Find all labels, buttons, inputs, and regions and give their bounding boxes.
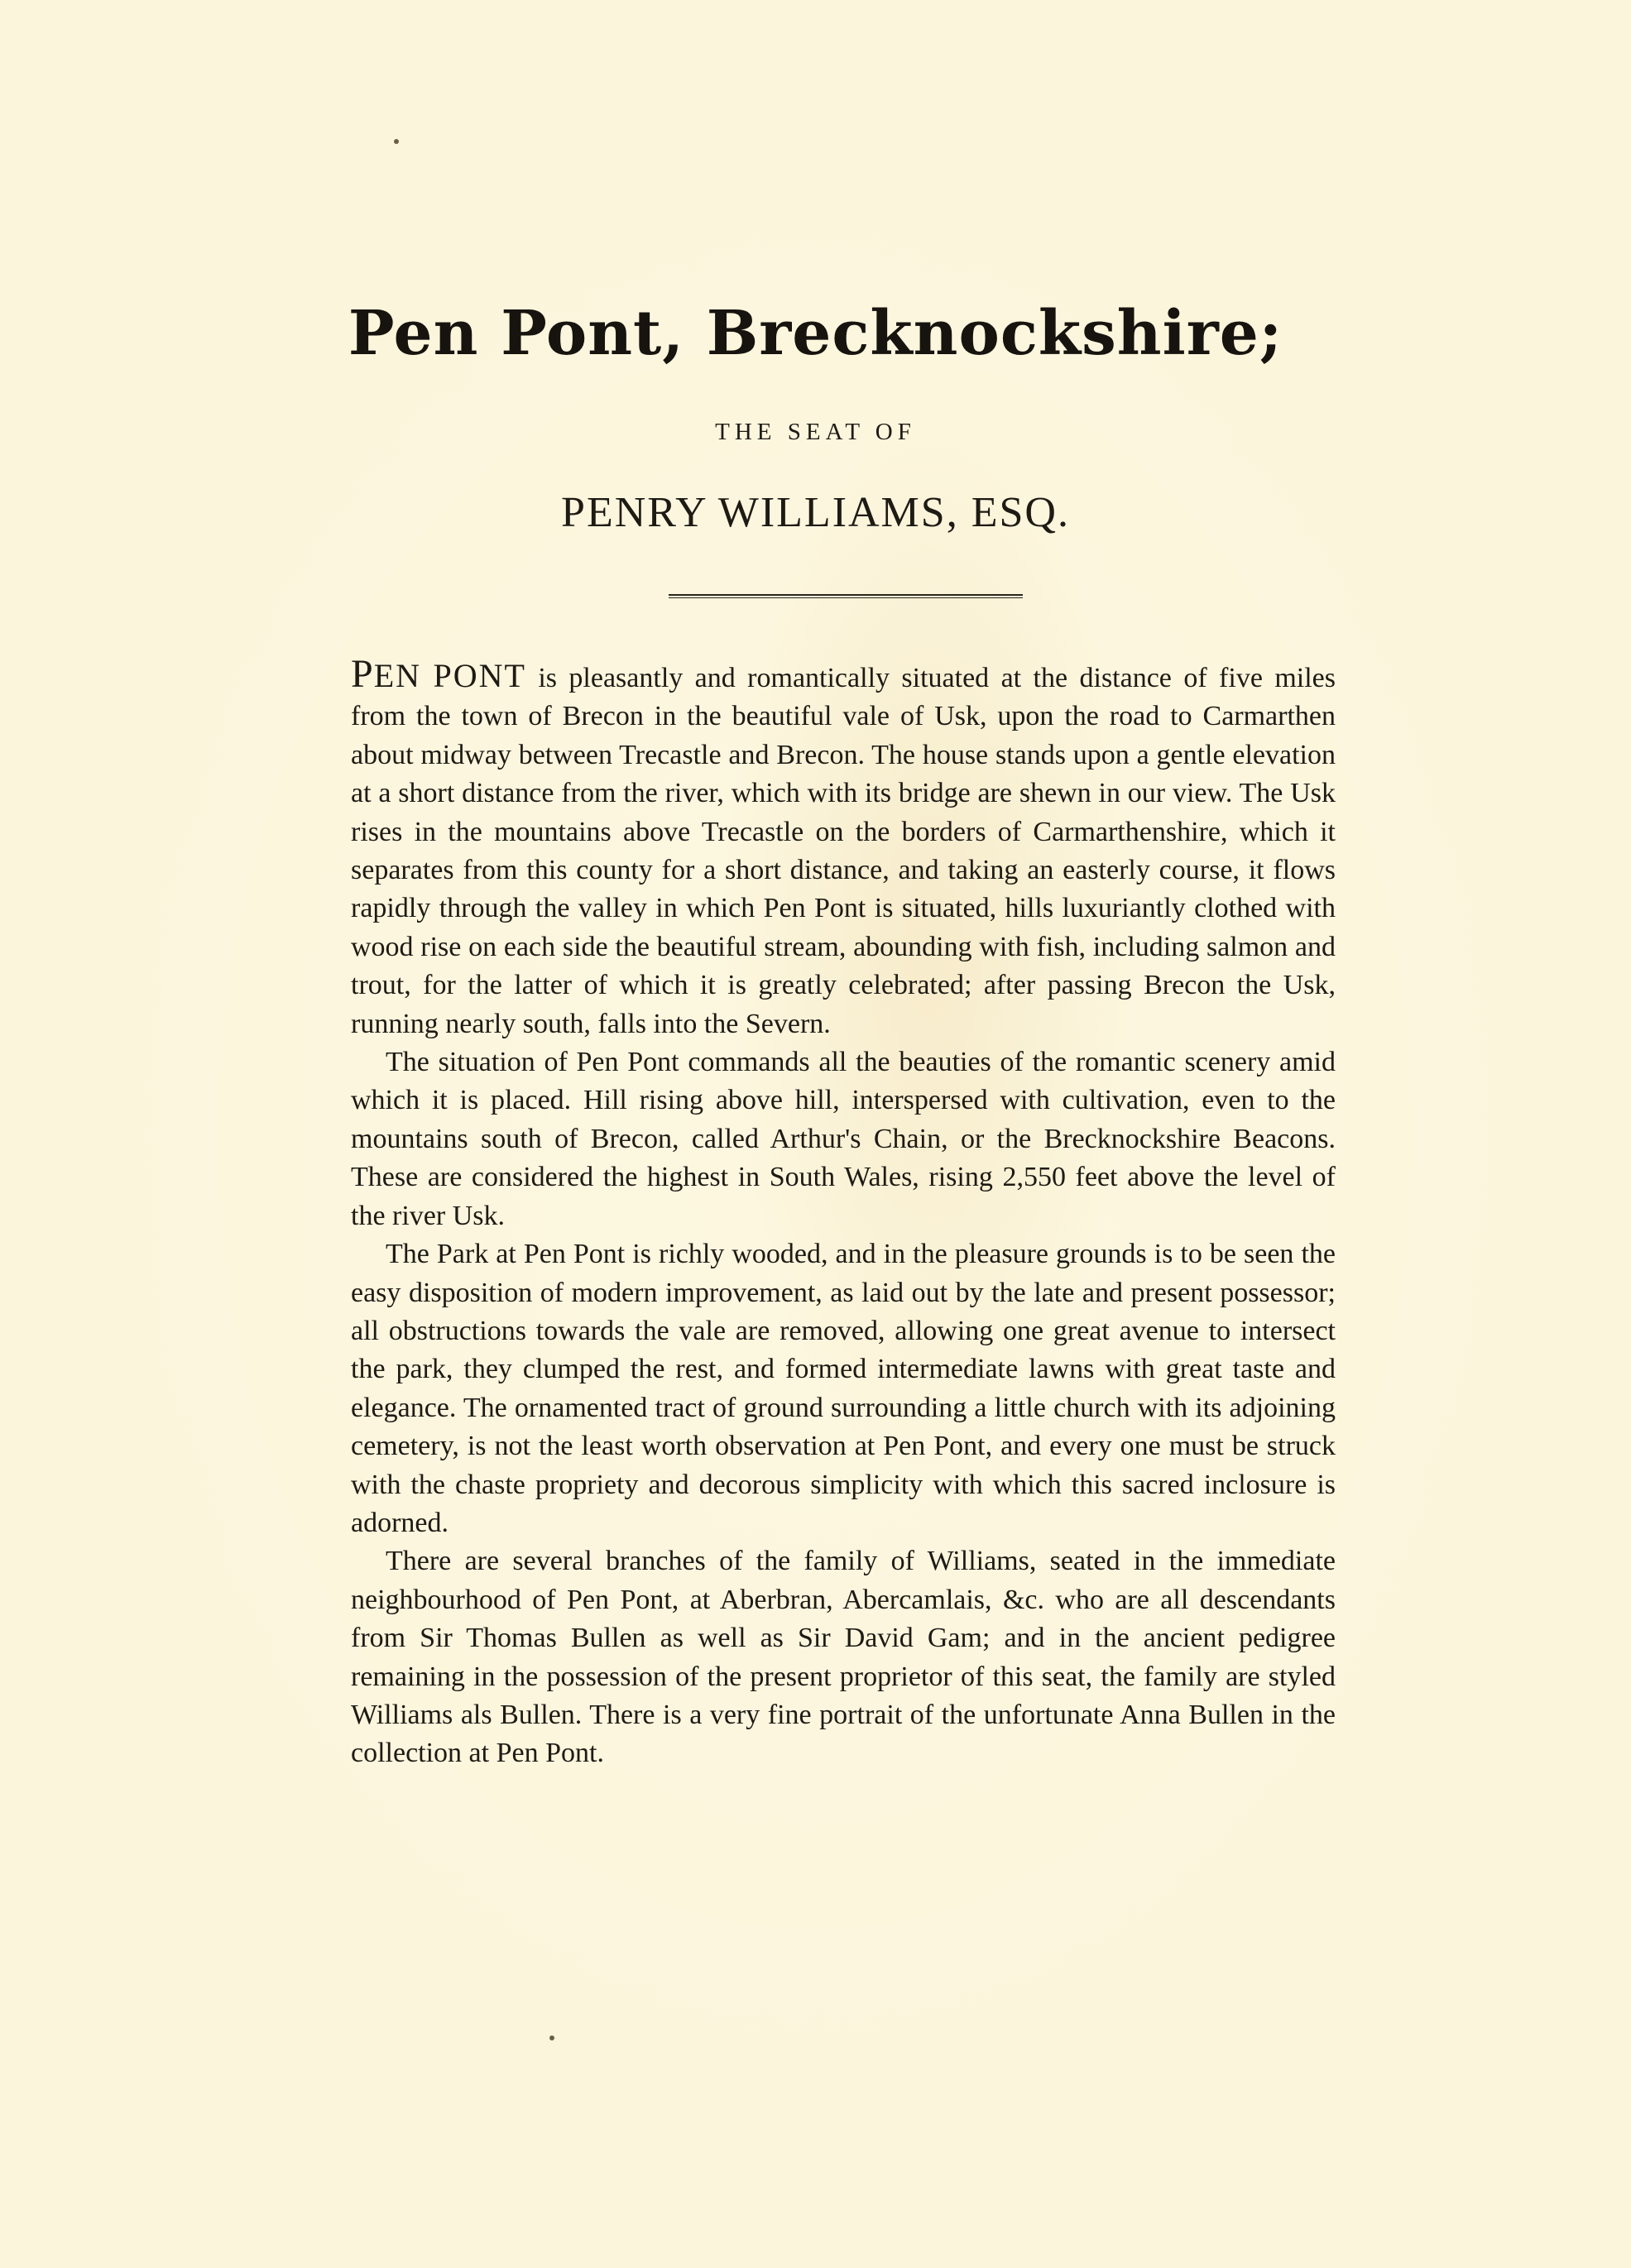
page-title: Pen Pont, Brecknockshire; <box>348 298 1283 369</box>
subtitle: THE SEAT OF <box>715 419 916 445</box>
paragraph-1 <box>351 652 1336 1043</box>
paragraph-4: There are several branches of the family of Williams, seated in the immediate neighbourhood of Pen Pont, at Aberbran, Abercamlais, &c. who are all descendants from Sir Thomas Bullen as well as Sir David Gam; and in the ancient pedigree remaining in the possession of the present proprietor of this seat, the family are styled Williams als Bullen. There is a very fine portrait of the unfortunate Anna Bullen in the collection at Pen Pont. <box>351 1546 1336 1769</box>
body-text <box>351 652 1336 1773</box>
owner-name: PENRY WILLIAMS, ESQ. <box>561 489 1070 536</box>
paragraph-2: The situation of Pen Pont commands all the beauties of the romantic scenery amid which it is placed. Hill rising above hill, interspersed with cultivation, even to the mountains south of Brecon, called Arthur's Chain, or the Brecknockshire Beacons. These are considered the highest in South Wales, rising 2,550 feet above the level of the river Usk. <box>351 1047 1336 1231</box>
paper-speck <box>394 139 399 144</box>
second-word: PONT <box>433 657 526 694</box>
paper-speck <box>549 2035 554 2040</box>
paragraph-3: The Park at Pen Pont is richly wooded, and in the pleasure grounds is to be seen the easy disposition of modern improvement, as laid out by the late and present possessor; all obstructions towards the vale are removed, allowing one great avenue to intersect the park, they clumped the rest, and formed intermediate lawns with great taste and elegance. The ornamented tract of ground surrounding a little church with its adjoining cemetery, is not the least worth observation at Pen Pont, and every one must be struck with the chaste propriety and decorous simplicity with which this sacred inclosure is adorned. <box>351 1239 1336 1538</box>
drop-cap: P <box>351 652 374 696</box>
first-word-rest: EN <box>373 657 422 694</box>
paragraph-1-text: is pleasantly and romantically situated at the distance of five miles from the town of Brecon in the beautiful vale of Usk, upon the road to Carmarthen about midway between Trecastle and Brecon. The house stands upon a gentle elevation at a short distance from the river, which with its bridge are shewn in our view. The Usk rises in the mountains above Trecastle on the borders of Carmarthenshire, which it separates from this county for a short distance, and taking an easterly course, it flows rapidly through the valley in which Pen Pont is situated, hills luxuriantly clothed with wood rise on each side the beautiful stream, abounding with fish, including salmon and trout, for the latter of which it is greatly celebrated; after passing Brecon the Usk, running nearly south, falls into the Severn. <box>351 663 1336 1039</box>
title-rule <box>669 594 1023 598</box>
